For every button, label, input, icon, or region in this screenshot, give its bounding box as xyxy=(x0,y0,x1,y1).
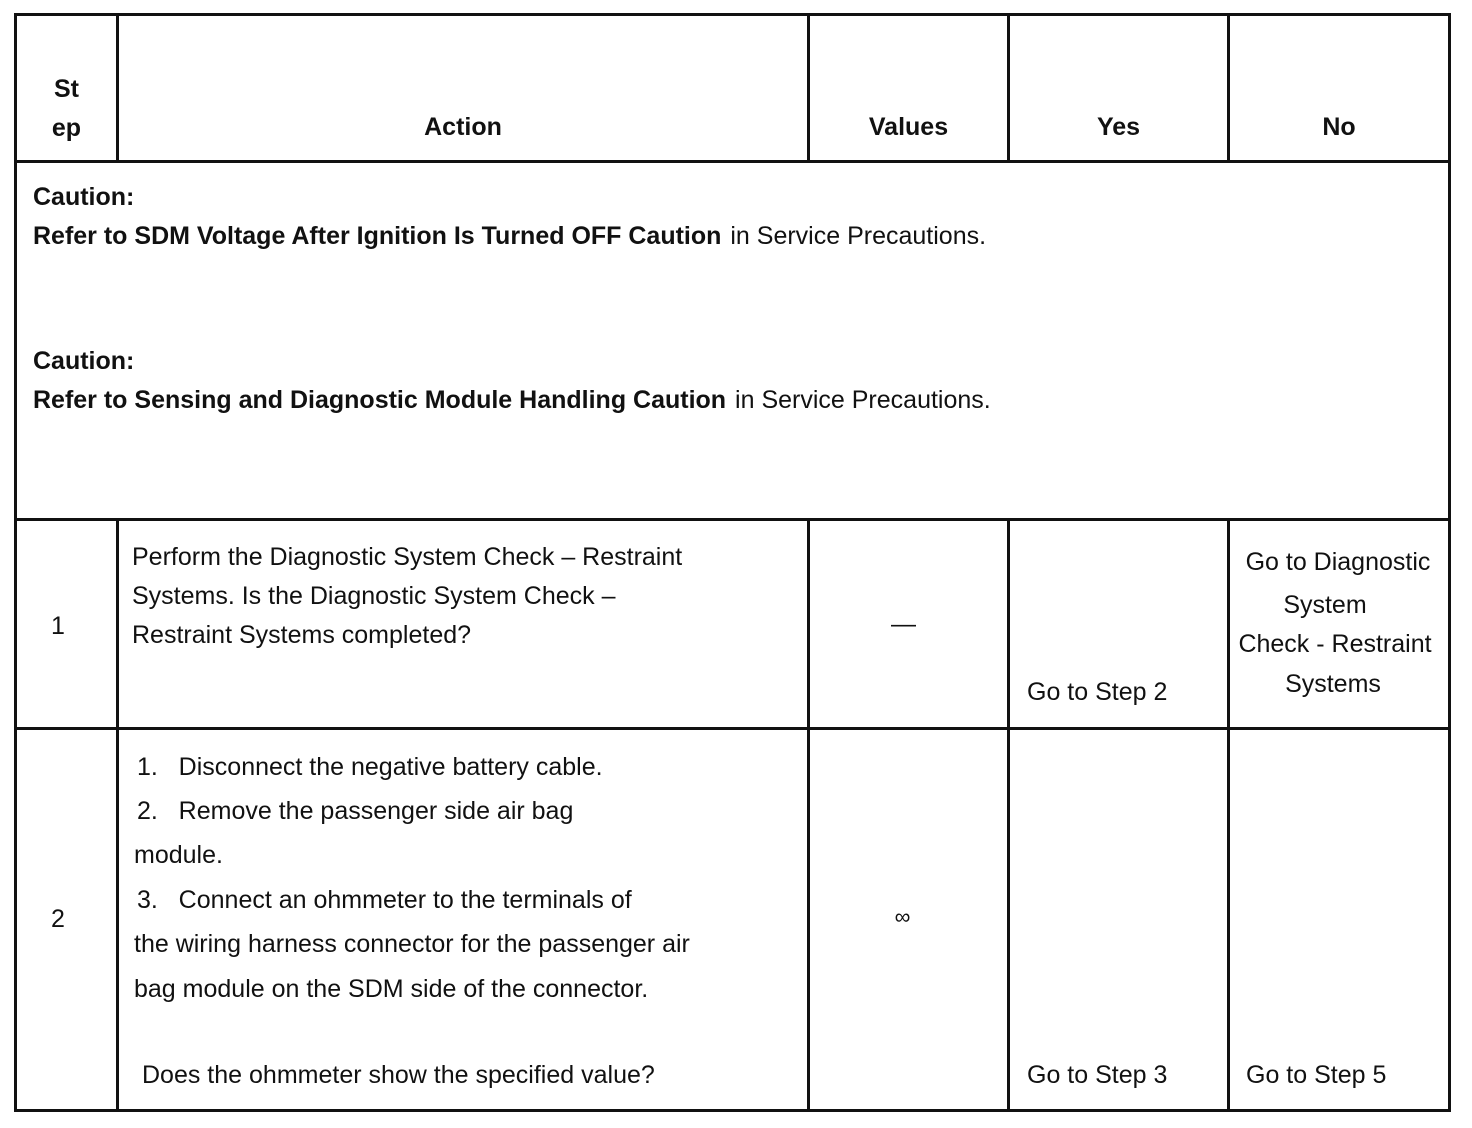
row-1-action-line: Systems. Is the Diagnostic System Check – xyxy=(132,582,616,610)
col-divider-values xyxy=(1007,518,1010,1112)
caution-2-suffix: in Service Precautions. xyxy=(735,386,991,414)
row-2-value: ∞ xyxy=(894,904,911,929)
row-1-no-line: Check - Restraint xyxy=(1238,630,1432,658)
header-action: Action xyxy=(424,113,502,141)
row-1-yes: Go to Step 2 xyxy=(1027,678,1168,706)
row-2-action-line: 1. Disconnect the negative battery cable. xyxy=(137,753,603,781)
row-2-action-line: bag module on the SDM side of the connector. xyxy=(134,975,649,1003)
header-divider xyxy=(14,160,1451,163)
col-divider-step xyxy=(116,518,119,1112)
row-1-no-line: System xyxy=(1283,591,1367,619)
caution-1-text xyxy=(33,224,986,249)
row-1-step: 1 xyxy=(51,612,65,640)
row-2-action-line: the wiring harness connector for the passenger air xyxy=(134,930,690,958)
caution-1-reference: Refer to SDM Voltage After Ignition Is Turned OFF Caution xyxy=(33,222,722,250)
header-step xyxy=(17,77,116,141)
caution-1-suffix: in Service Precautions. xyxy=(730,222,987,250)
col-divider-action xyxy=(807,518,810,1112)
row-1-action-line: Perform the Diagnostic System Check – Restraint xyxy=(132,543,683,571)
caution-2-text xyxy=(33,388,991,413)
table-border-top xyxy=(14,13,1451,16)
header-no: No xyxy=(1322,113,1356,141)
header-values: Values xyxy=(868,113,949,141)
row-1-no-line: Systems xyxy=(1285,670,1381,698)
row-divider xyxy=(14,727,1451,730)
row-2-no: Go to Step 5 xyxy=(1246,1061,1387,1089)
table-border-bottom xyxy=(14,1109,1451,1112)
row-2-step: 2 xyxy=(51,905,65,933)
header-step-line2: ep xyxy=(51,114,82,142)
row-1-value: — xyxy=(891,610,916,638)
caution-divider xyxy=(14,518,1451,521)
row-2-action-line: module. xyxy=(134,841,223,869)
table-border-left xyxy=(14,13,17,1112)
row-2-action-line: 3. Connect an ohmmeter to the terminals of xyxy=(137,886,632,914)
row-2-yes: Go to Step 3 xyxy=(1027,1061,1168,1089)
header-step-line1: St xyxy=(54,75,79,103)
row-2-action-question: Does the ohmmeter show the specified value? xyxy=(142,1061,655,1089)
table-border-right xyxy=(1448,13,1451,1112)
caution-1-label: Caution: xyxy=(33,183,135,211)
caution-2-reference: Refer to Sensing and Diagnostic Module Handling Caution xyxy=(33,386,727,414)
row-2-action-line: 2. Remove the passenger side air bag xyxy=(137,797,574,825)
caution-2-label: Caution: xyxy=(33,347,135,375)
row-1-no-line: Go to Diagnostic xyxy=(1245,548,1431,576)
header-yes: Yes xyxy=(1096,113,1141,141)
row-1-action-line: Restraint Systems completed? xyxy=(132,621,472,649)
